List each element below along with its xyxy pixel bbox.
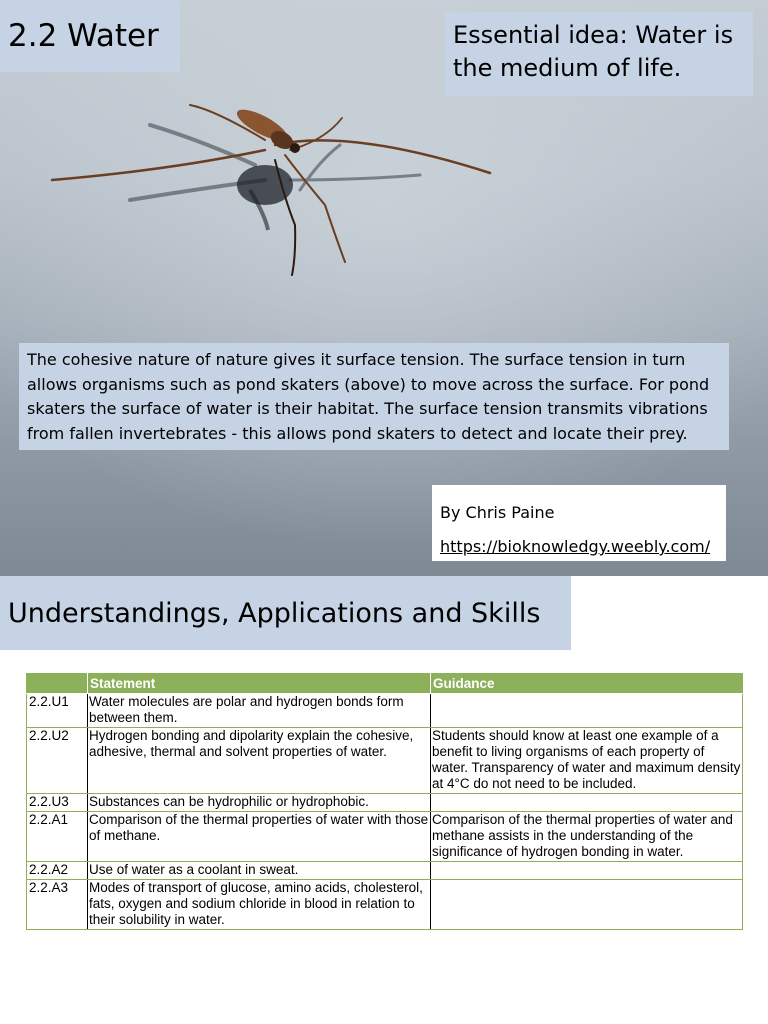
- understandings-slide: [0, 576, 768, 1024]
- row-code: 2.2.U2: [27, 728, 88, 794]
- table-header-row: [27, 674, 743, 694]
- author-website-link[interactable]: https://bioknowledgy.weebly.com/: [440, 537, 711, 556]
- row-code: 2.2.U3: [27, 794, 88, 812]
- essential-idea-text: Essential idea: Water is the medium of life.: [453, 21, 734, 82]
- header-guidance: Guidance: [431, 674, 743, 694]
- slide-title: 2.2 Water: [8, 18, 159, 54]
- table-row: [27, 794, 743, 812]
- heading-box: [0, 576, 571, 650]
- table-row: [27, 812, 743, 862]
- row-statement: Modes of transport of glucose, amino acids, cholesterol, fats, oxygen and sodium chloride in blood in relation to their solubility in water.: [88, 880, 431, 930]
- table-row: [27, 880, 743, 930]
- row-code: 2.2.A1: [27, 812, 88, 862]
- row-statement: Substances can be hydrophilic or hydrophobic.: [88, 794, 431, 812]
- essential-idea-box: [445, 12, 753, 96]
- row-code: 2.2.A2: [27, 862, 88, 880]
- table-row: [27, 728, 743, 794]
- row-guidance: [431, 862, 743, 880]
- row-guidance: Students should know at least one example of a benefit to living organisms of each property of water. Transparency of water and maximum density at 4°C do not need to be included.: [431, 728, 743, 794]
- author-box: [432, 485, 726, 561]
- title-box: [0, 0, 180, 72]
- header-code: [27, 674, 88, 694]
- table-row: [27, 862, 743, 880]
- row-statement: Comparison of the thermal properties of water with those of methane.: [88, 812, 431, 862]
- description-text: The cohesive nature of nature gives it surface tension. The surface tension in turn allows organisms such as pond skaters (above) to move across the surface. For pond skaters the surface of water is their habitat. The surface tension transmits vibrations from fallen invertebrates - this allows pond skaters to detect and locate their prey.: [27, 350, 710, 443]
- row-code: 2.2.U1: [27, 694, 88, 728]
- row-code: 2.2.A3: [27, 880, 88, 930]
- header-statement: Statement: [88, 674, 431, 694]
- row-statement: Hydrogen bonding and dipolarity explain the cohesive, adhesive, thermal and solvent properties of water.: [88, 728, 431, 794]
- row-statement: Water molecules are polar and hydrogen bonds form between them.: [88, 694, 431, 728]
- row-statement: Use of water as a coolant in sweat.: [88, 862, 431, 880]
- description-box: [19, 343, 729, 450]
- table-row: [27, 694, 743, 728]
- row-guidance: Comparison of the thermal properties of water and methane assists in the understanding of the significance of hydrogen bonding in water.: [431, 812, 743, 862]
- author-name: By Chris Paine: [440, 503, 555, 522]
- row-guidance: [431, 880, 743, 930]
- slide-heading: Understandings, Applications and Skills: [8, 597, 541, 629]
- row-guidance: [431, 794, 743, 812]
- row-guidance: [431, 694, 743, 728]
- understandings-table: [26, 673, 743, 930]
